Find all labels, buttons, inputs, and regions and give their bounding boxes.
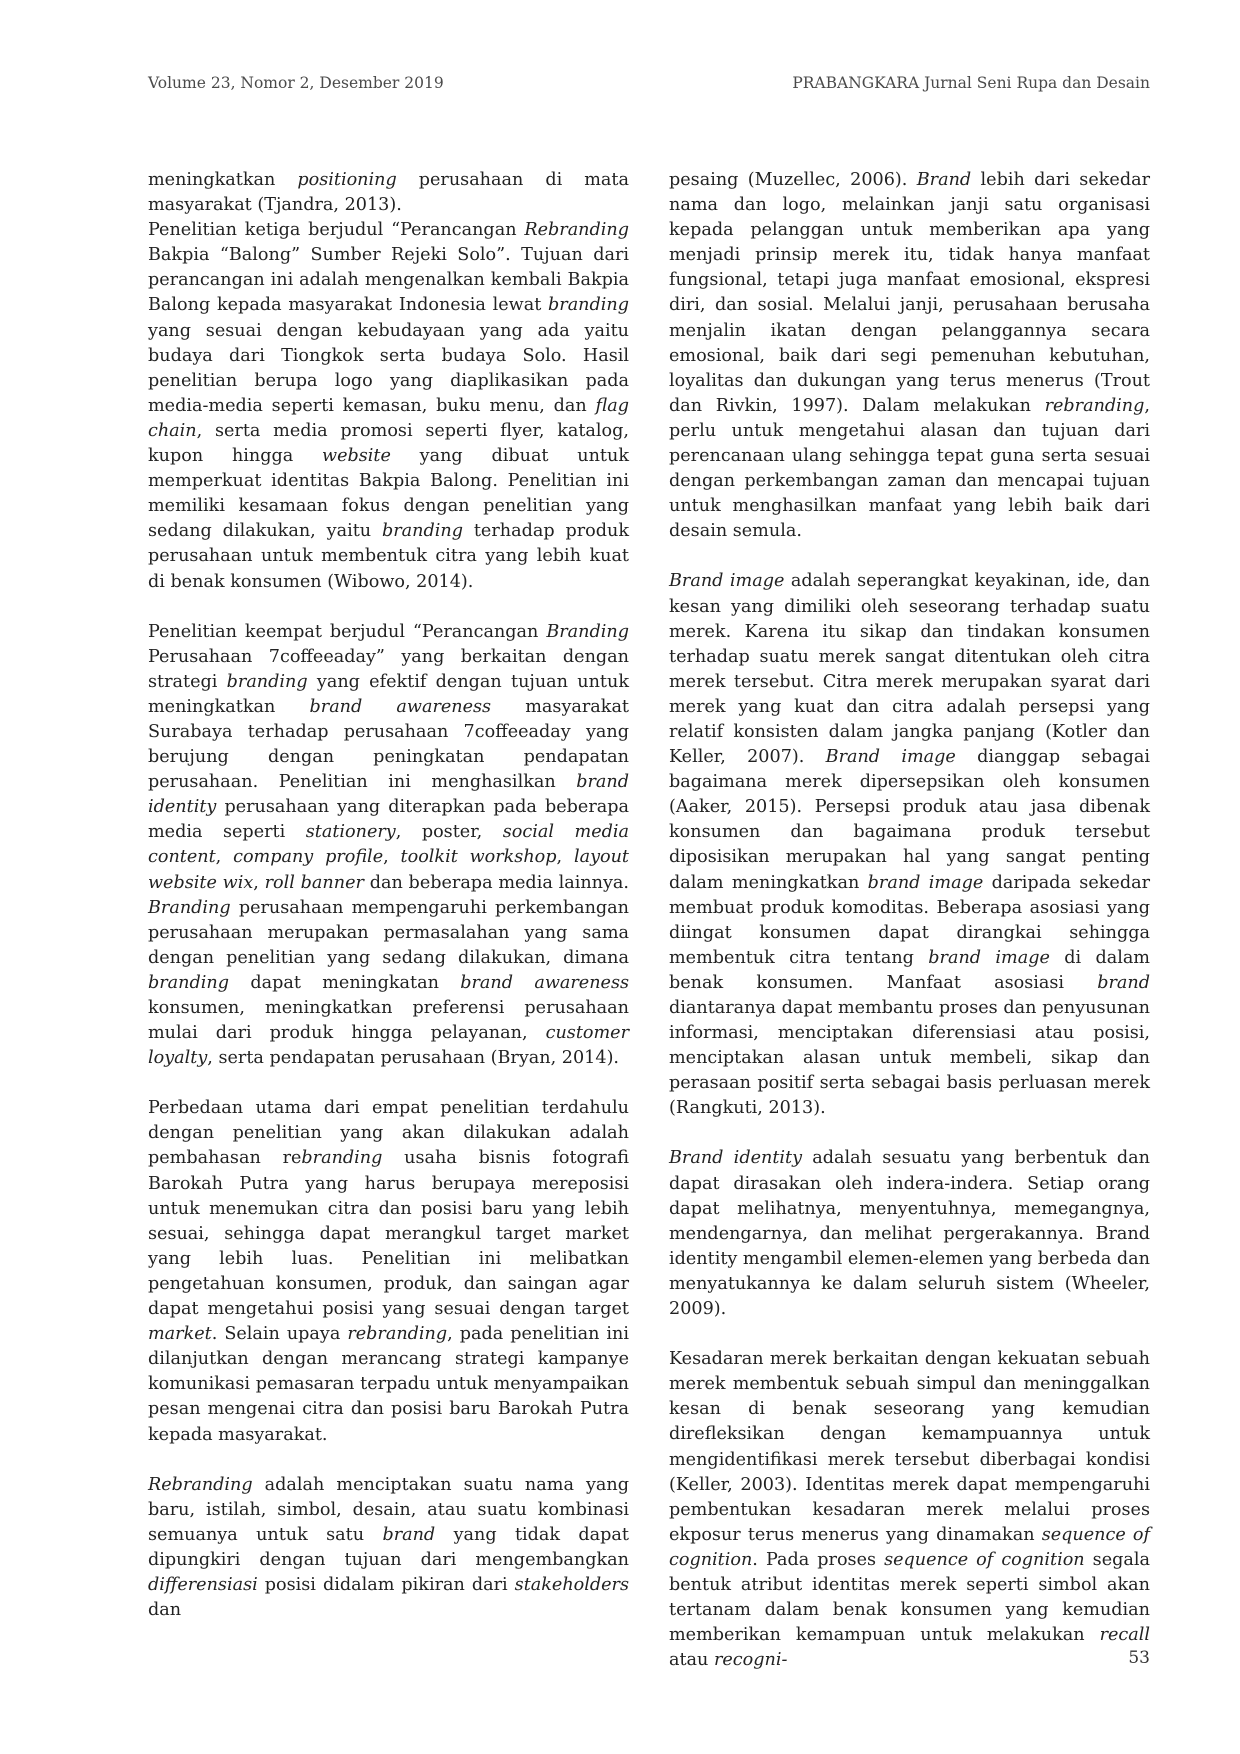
italic-term: rebranding	[1044, 395, 1145, 416]
italic-term: rebranding	[347, 1324, 448, 1345]
text-run: pesaing (Muzellec, 2006).	[669, 170, 917, 190]
italic-term: Branding	[546, 621, 629, 642]
text-run: meningkatkan	[148, 170, 298, 190]
italic-term: positioning	[297, 170, 397, 190]
italic-term: sequence of cognition	[669, 1524, 1150, 1570]
italic-term: Branding	[148, 897, 231, 918]
text-run: , serta pendapatan perusahaan (Bryan, 2014).	[207, 1048, 620, 1069]
text-run: . Pada proses	[752, 1549, 885, 1570]
text-run: ,	[556, 847, 574, 868]
italic-term: brand image	[928, 947, 1050, 968]
italic-term: recogni-	[713, 1650, 788, 1671]
text-run: atau	[669, 1650, 714, 1671]
italic-term: Brand identity	[669, 1148, 803, 1169]
italic-term: social media content	[148, 822, 629, 868]
text-run: , pada penelitian ini dilanjutkan dengan merancang strategi kampanye komunikasi pemasaran terpadu untuk menyampaikan pesan mengenai citra dan posisi baru Barokah Putra kepada masyarakat.	[148, 1324, 629, 1445]
paragraph	[669, 1347, 1150, 1673]
paragraph	[669, 168, 1150, 544]
italic-term: brand image	[867, 872, 984, 893]
text-run: yang sesuai dengan kebudayaan yang ada yaitu budaya dari Tiongkok serta budaya Solo. Hasil penelitian berupa logo yang diaplikasikan pada media-media seperti kemasan, buku menu, dan	[148, 320, 629, 416]
text-run: adalah sesuatu yang berbentuk dan dapat dirasakan oleh indera-indera. Setiap orang dapat melihatnya, menyentuhnya, memegangnya, mendengarnya, dan melihat pergerakannya. Brand identity mengambil elemen-elemen yang berbeda dan menyatukannya ke dalam seluruh sistem (Wheeler, 2009).	[669, 1148, 1150, 1320]
paragraph	[148, 1096, 629, 1447]
text-run: masyarakat Surabaya terhadap perusahaan 7coffeeaday yang berujung dengan peningkatan pendapatan perusahaan. Penelitian ini menghasilkan	[148, 696, 629, 793]
text-run: ,	[253, 872, 265, 893]
italic-term: stakeholders	[514, 1574, 629, 1595]
paragraph	[148, 1473, 629, 1624]
text-run: segala bentuk atribut identitas merek seperti simbol akan tertanam dalam benak konsumen yang kemudian memberikan kemampuan untuk melakukan	[669, 1549, 1150, 1646]
italic-term: website	[322, 446, 391, 467]
text-run: yang dibuat untuk memperkuat identitas Bakpia Balong. Penelitian ini memiliki kesamaan fokus dengan penelitian yang sedang dilakukan, yaitu	[148, 446, 629, 542]
text-run: daripada sekedar membuat produk komoditas. Beberapa asosiasi yang diingat konsumen dapat dirangkai sehingga membentuk citra tentang	[669, 872, 1150, 968]
page-number: 53	[1128, 1648, 1150, 1668]
text-run: , serta media promosi seperti flyer, katalog, kupon hingga	[148, 420, 629, 467]
italic-term: roll banner	[264, 872, 364, 893]
text-run: dianggap sebagai bagaimana merek dipersepsikan oleh konsumen (Aaker, 2015). Persepsi produk atau jasa dibenak konsumen dan bagaimana produk tersebut diposisikan merupakan hal yang sangat penting dalam meningkatkan	[669, 747, 1150, 893]
text-run: yang efektif dengan tujuan untuk meningkatkan	[148, 671, 629, 717]
text-run: dan beberapa media lainnya.	[363, 872, 630, 893]
right-column	[669, 168, 1150, 1673]
text-run: lebih dari sekedar nama dan logo, melainkan janji satu organisasi kepada pelanggan untuk memberikan apa yang menjadi prinsip merek itu, tidak hanya manfaat fungsional, tetapi juga manfaat emosional, ekspresi diri, dan sosial. Melalui janji, perusahaan berusaha menjalin ikatan dengan pelanggannya secara emosional, baik dari segi pemenuhan kebutuhan, loyalitas dan dukungan yang terus menerus (Trout dan Rivkin, 1997). Dalam melakukan	[669, 170, 1150, 416]
text-run: , poster,	[395, 822, 503, 843]
italic-term: layout website wix	[148, 847, 630, 893]
text-run: Bakpia “Balong” Sumber Rejeki Solo”. Tujuan dari perancangan ini adalah mengenalkan kembali Bakpia Balong kepada masyarakat Indonesia lewat	[148, 245, 629, 316]
text-run: dapat meningkatan	[228, 972, 461, 993]
text-run: . Selain upaya	[211, 1324, 348, 1345]
italic-term: branding	[226, 671, 308, 692]
text-run: , perlu untuk mengetahui alasan dan tujuan dari perencanaan ulang sehingga tepat guna serta sesuai dengan perkembangan zaman dan mencapai tujuan untuk menghasilkan manfaat yang lebih baik dari desain semula.	[669, 395, 1150, 542]
text-run: adalah seperangkat keyakinan, ide, dan kesan yang dimiliki oleh seseorang terhadap suatu merek. Karena itu sikap dan tindakan konsumen terhadap suatu merek sangat ditentukan oleh citra merek tersebut. Citra merek merupakan syarat dari merek yang kuat dan citra adalah persepsi yang relatif konsisten dalam jangka panjang (Kotler dan Keller, 2007).	[669, 571, 1150, 768]
italic-term: brand awareness	[460, 972, 629, 993]
italic-term: brand	[1097, 972, 1150, 993]
italic-term: brand identity	[148, 772, 629, 818]
italic-term: Rebranding	[148, 1474, 253, 1495]
text-run: di dalam benak konsumen. Manfaat asosiasi	[669, 947, 1150, 993]
text-run: ,	[383, 847, 401, 868]
text-run: posisi didalam pikiran dari	[257, 1574, 515, 1595]
text-run: Perbedaan utama dari empat penelitian terdahulu dengan penelitian yang akan dilakukan adalah pembahasan re	[148, 1098, 629, 1169]
italic-term: branding	[381, 521, 463, 542]
text-run: yang tidak dapat dipungkiri dengan tujuan dari mengembangkan	[148, 1524, 629, 1570]
italic-term: Brand image	[669, 571, 785, 592]
paragraph	[148, 620, 629, 1072]
italic-term: company profile	[233, 847, 384, 868]
journal-volume-issue: Volume 23, Nomor 2, Desember 2019	[148, 74, 444, 92]
paragraph	[669, 569, 1150, 1121]
text-run: perusahaan yang diterapkan pada beberapa media seperti	[148, 797, 629, 843]
italic-term: brand awareness	[309, 696, 492, 717]
text-run: Kesadaran merek berkaitan dengan kekuatan sebuah merek membentuk sebuah simpul dan meninggalkan kesan di benak seseorang yang kemudian direfleksikan dengan kemampuannya untuk mengidentifikasi merek tersebut diberbagai kondisi (Keller, 2003). Identitas merek dapat mempengaruhi pembentukan kesadaran merek melalui proses ekposur terus menerus yang dinamakan	[669, 1349, 1150, 1545]
italic-term: brand	[382, 1524, 436, 1545]
italic-term: branding	[548, 295, 629, 316]
italic-term: flag chain	[148, 395, 629, 441]
text-run: diantaranya dapat membantu proses dan penyusunan informasi, menciptakan diferensiasi atau posisi, menciptakan alasan untuk membeli, sikap dan perasaan positif serta sebagai basis perluasan merek (Rangkuti, 2013).	[669, 998, 1150, 1119]
italic-term: differensiasi	[148, 1574, 258, 1595]
text-run: Perusahaan 7coffeeaday” yang berkaitan dengan strategi	[148, 646, 629, 692]
italic-term: stationery	[305, 822, 396, 843]
italic-term: toolkit workshop	[400, 847, 557, 868]
italic-term: recall	[1099, 1625, 1150, 1646]
paragraph	[148, 218, 629, 594]
italic-term: branding	[148, 972, 229, 993]
italic-term: Brand	[916, 170, 972, 190]
paragraph	[669, 1146, 1150, 1322]
text-run: Penelitian ketiga berjudul “Perancangan	[148, 220, 525, 241]
text-run: dan	[148, 1600, 182, 1621]
text-run: adalah menciptakan suatu nama yang baru, istilah, simbol, desain, atau suatu kombinasi semuanya untuk satu	[148, 1474, 629, 1545]
paragraph	[148, 168, 629, 218]
running-header	[148, 74, 1150, 98]
text-run: perusahaan di mata masyarakat (Tjandra, 2013).	[148, 170, 629, 216]
italic-term: sequence of cognition	[884, 1549, 1085, 1570]
text-run: Penelitian keempat berjudul “Perancangan	[148, 621, 547, 642]
italic-term: customer loyalty	[148, 1023, 629, 1069]
left-column	[148, 168, 629, 1623]
text-run: usaha bisnis fotografi Barokah Putra yang harus berupaya mereposisi untuk menemukan citra dan posisi baru yang lebih sesuai, sehingga dapat merangkul target market yang lebih luas. Penelitian ini melibatkan pengetahuan konsumen, produk, dan saingan agar dapat mengetahui posisi yang sesuai dengan target	[148, 1148, 630, 1320]
text-run: perusahaan mempengaruhi perkembangan perusahaan merupakan permasalahan yang sama dengan penelitian yang sedang dilakukan, dimana	[148, 897, 629, 968]
journal-title: PRABANGKARA Jurnal Seni Rupa dan Desain	[792, 74, 1150, 92]
text-run: terhadap produk perusahaan untuk membentuk citra yang lebih kuat di benak konsumen (Wibowo, 2014).	[148, 521, 629, 592]
italic-term: market	[148, 1324, 212, 1345]
italic-term: Rebranding	[524, 220, 629, 241]
text-run: ,	[215, 847, 234, 868]
text-run: konsumen, meningkatkan preferensi perusahaan mulai dari produk hingga pelayanan,	[148, 998, 629, 1044]
italic-term: Brand image	[825, 747, 956, 768]
italic-term: branding	[301, 1148, 383, 1169]
